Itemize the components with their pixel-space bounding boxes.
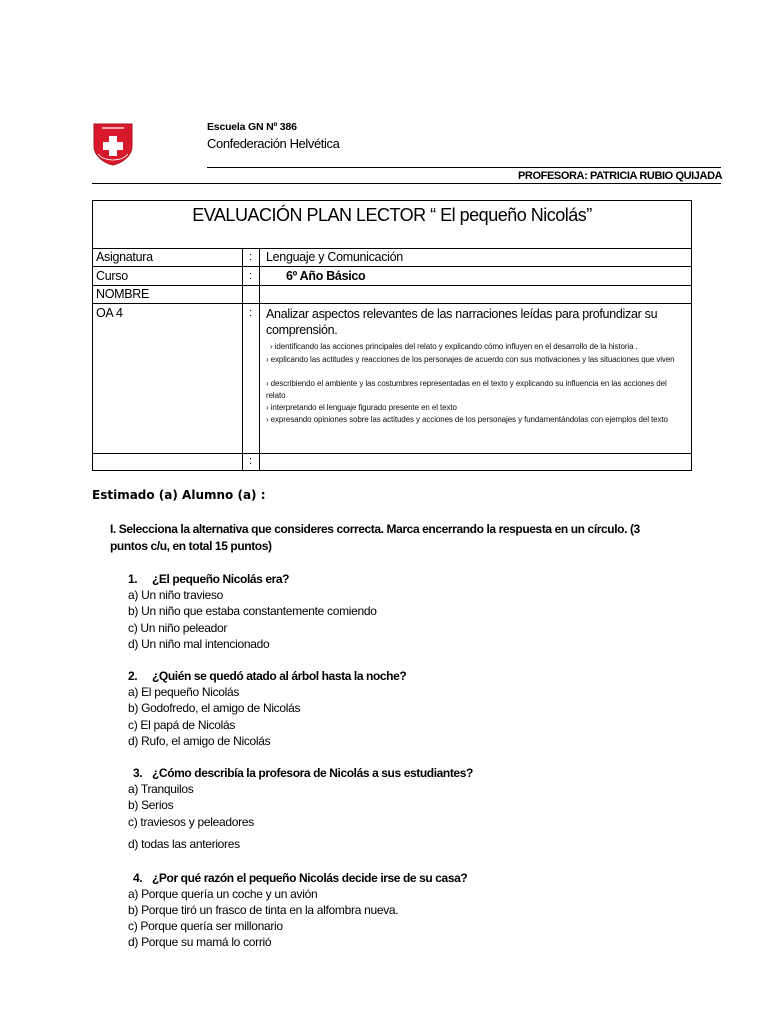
- table-divider: [259, 248, 260, 471]
- answer-option[interactable]: d) Un niño mal intencionado: [128, 637, 270, 651]
- row-colon: :: [249, 307, 253, 319]
- answer-option[interactable]: c) Un niño peleador: [128, 621, 228, 635]
- row-value-oa: Analizar aspectos relevantes de las narraciones leídas para profundizar su comprensión.: [266, 307, 658, 337]
- answer-option[interactable]: b) Serios: [128, 798, 174, 812]
- table-divider: [242, 248, 243, 471]
- table-line: [92, 248, 692, 249]
- oa-detail-item: › describiendo el ambiente y las costumbres representadas en el texto y explicando su influencia en las acciones del relato: [266, 379, 667, 400]
- answer-option[interactable]: d) Rufo, el amigo de Nicolás: [128, 734, 271, 748]
- answer-option[interactable]: a) Un niño travieso: [128, 588, 224, 602]
- row-label-oa: OA 4: [96, 306, 123, 320]
- answer-option[interactable]: b) Porque tiró un frasco de tinta en la alfombra nueva.: [128, 903, 399, 917]
- row-colon: :: [249, 270, 253, 282]
- question-text: ¿Quién se quedó atado al árbol hasta la noche?: [152, 669, 407, 683]
- evaluation-title: EVALUACIÓN PLAN LECTOR “ El pequeño Nicolás”: [192, 205, 592, 225]
- question-text: ¿El pequeño Nicolás era?: [152, 572, 290, 586]
- row-value-asignatura: Lenguaje y Comunicación: [266, 250, 403, 264]
- table-line: [92, 266, 692, 267]
- oa-detail-item: › identificando las acciones principales del relato y explicando cómo influyen en el desarrollo de la historia .: [270, 342, 638, 351]
- answer-option[interactable]: c) Porque quería ser millonario: [128, 919, 283, 933]
- greeting: Estimado (a) Alumno (a) :: [92, 488, 266, 502]
- answer-option[interactable]: c) El papá de Nicolás: [128, 718, 236, 732]
- row-label-curso: Curso: [96, 269, 128, 283]
- header-divider-bottom: [92, 183, 721, 184]
- answer-option[interactable]: d) todas las anteriores: [128, 837, 240, 851]
- answer-option[interactable]: b) Un niño que estaba constantemente comiendo: [128, 604, 377, 618]
- school-name: Confederación Helvética: [207, 136, 340, 151]
- answer-option[interactable]: b) Godofredo, el amigo de Nicolás: [128, 701, 301, 715]
- row-colon: :: [249, 455, 253, 467]
- row-label-asignatura: Asignatura: [96, 250, 153, 264]
- answer-option[interactable]: c) traviesos y peleadores: [128, 815, 254, 829]
- question-number: 2.: [128, 669, 138, 683]
- header-divider-top: [207, 167, 721, 168]
- row-label-nombre: NOMBRE: [96, 287, 150, 301]
- question-number: 4.: [133, 871, 143, 885]
- answer-option[interactable]: a) Tranquilos: [128, 782, 194, 796]
- table-line: [92, 453, 692, 454]
- answer-option[interactable]: a) El pequeño Nicolás: [128, 685, 240, 699]
- oa-detail-item: › expresando opiniones sobre las actitudes y acciones de los personajes y fundamentándolas con ejemplos del texto: [266, 415, 668, 424]
- school-number: Escuela GN Nº 386: [207, 121, 297, 133]
- question-number: 1.: [128, 572, 138, 586]
- question-text: ¿Por qué razón el pequeño Nicolás decide irse de su casa?: [152, 871, 468, 885]
- teacher-name: PROFESORA: PATRICIA RUBIO QUIJADA: [518, 170, 723, 182]
- oa-detail-item: › interpretando el lenguaje figurado presente en el texto: [266, 403, 457, 412]
- answer-option[interactable]: d) Porque su mamá lo corrió: [128, 935, 272, 949]
- row-colon: :: [249, 251, 253, 263]
- row-value-curso: 6º Año Básico: [286, 269, 366, 283]
- question-number: 3.: [133, 766, 143, 780]
- instructions: I. Selecciona la alternativa que consideres correcta. Marca encerrando la respuesta en un círculo. (3 puntos c/u, en total 15 puntos): [110, 522, 640, 553]
- table-line: [92, 303, 692, 304]
- table-line: [92, 285, 692, 286]
- school-logo: [92, 120, 134, 166]
- answer-option[interactable]: a) Porque quería un coche y un avión: [128, 887, 318, 901]
- oa-detail-item: › explicando las actitudes y reacciones de los personajes de acuerdo con sus motivaciones y las situaciones que viven: [266, 355, 675, 364]
- question-text: ¿Cómo describía la profesora de Nicolás a sus estudiantes?: [152, 766, 473, 780]
